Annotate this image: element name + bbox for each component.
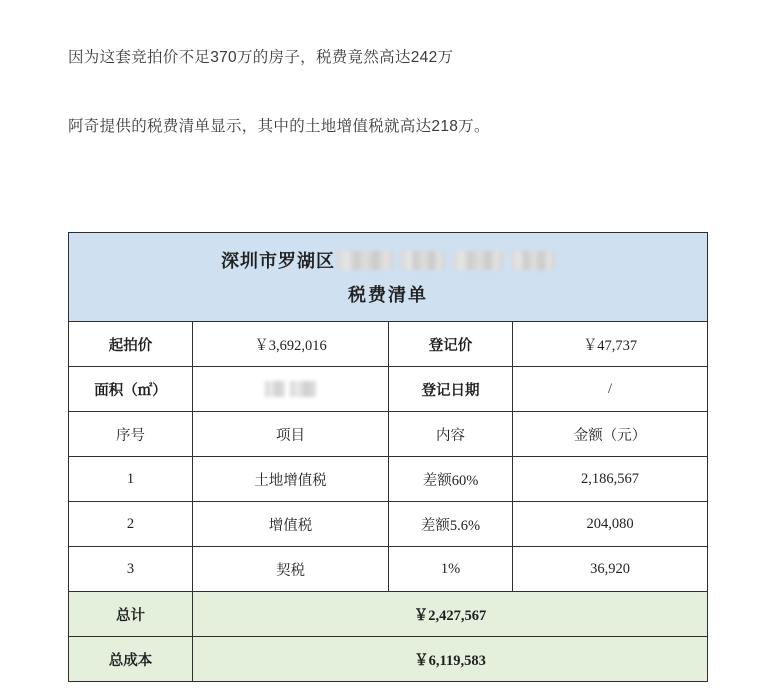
- table-total-cost-row: [69, 637, 708, 682]
- tax-bill-table: [68, 232, 708, 682]
- table-row: [69, 547, 708, 592]
- item-project: 增值税: [193, 502, 389, 547]
- total-value: ￥2,427,567: [193, 592, 708, 637]
- table-header-row: [69, 233, 708, 322]
- paragraph-1: 因为这套竞拍价不足370万的房子，税费竟然高达242万: [68, 49, 454, 66]
- item-amount: 36,920: [513, 547, 708, 592]
- redacted-block-title-3: [453, 251, 503, 270]
- table-row: [69, 322, 708, 367]
- redacted-block-title-2: [401, 251, 445, 270]
- item-content: 差额5.6%: [389, 502, 513, 547]
- item-project: 契税: [193, 547, 389, 592]
- total-cost-value: ￥6,119,583: [193, 637, 708, 682]
- table-title-cell: [69, 233, 708, 322]
- table-title-district: 深圳市罗湖区: [221, 251, 335, 271]
- registered-price-label: 登记价: [389, 322, 513, 367]
- item-content: 差额60%: [389, 457, 513, 502]
- item-no: 1: [69, 457, 193, 502]
- registration-date-value: /: [513, 367, 708, 412]
- starting-price-label: 起拍价: [69, 322, 193, 367]
- registered-price-value: ￥47,737: [513, 322, 708, 367]
- column-header-no: 序号: [69, 412, 193, 457]
- item-amount: 2,186,567: [513, 457, 708, 502]
- table-row: [69, 367, 708, 412]
- area-value: [193, 367, 389, 412]
- redacted-block-title-1: [337, 251, 393, 270]
- total-cost-label: 总成本: [69, 637, 193, 682]
- item-amount: 204,080: [513, 502, 708, 547]
- item-no: 2: [69, 502, 193, 547]
- table-row: [69, 457, 708, 502]
- column-header-content: 内容: [389, 412, 513, 457]
- table-row: [69, 502, 708, 547]
- area-label: 面积（㎡）: [69, 367, 193, 412]
- item-no: 3: [69, 547, 193, 592]
- column-header-amount: 金额（元）: [513, 412, 708, 457]
- starting-price-value: ￥3,692,016: [193, 322, 389, 367]
- redacted-block-area-1: [265, 381, 285, 397]
- item-content: 1%: [389, 547, 513, 592]
- item-project: 土地增值税: [193, 457, 389, 502]
- paragraph-2: 阿奇提供的税费清单显示，其中的土地增值税就高达218万。: [68, 118, 490, 135]
- column-header-project: 项目: [193, 412, 389, 457]
- table-column-header-row: [69, 412, 708, 457]
- redacted-block-area-2: [290, 381, 316, 397]
- tax-bill-table-wrapper: [68, 232, 707, 682]
- redacted-block-title-4: [511, 251, 555, 270]
- registration-date-label: 登记日期: [389, 367, 513, 412]
- total-label: 总计: [69, 592, 193, 637]
- table-title-subtitle: 税费清单: [348, 285, 428, 305]
- table-total-row: [69, 592, 708, 637]
